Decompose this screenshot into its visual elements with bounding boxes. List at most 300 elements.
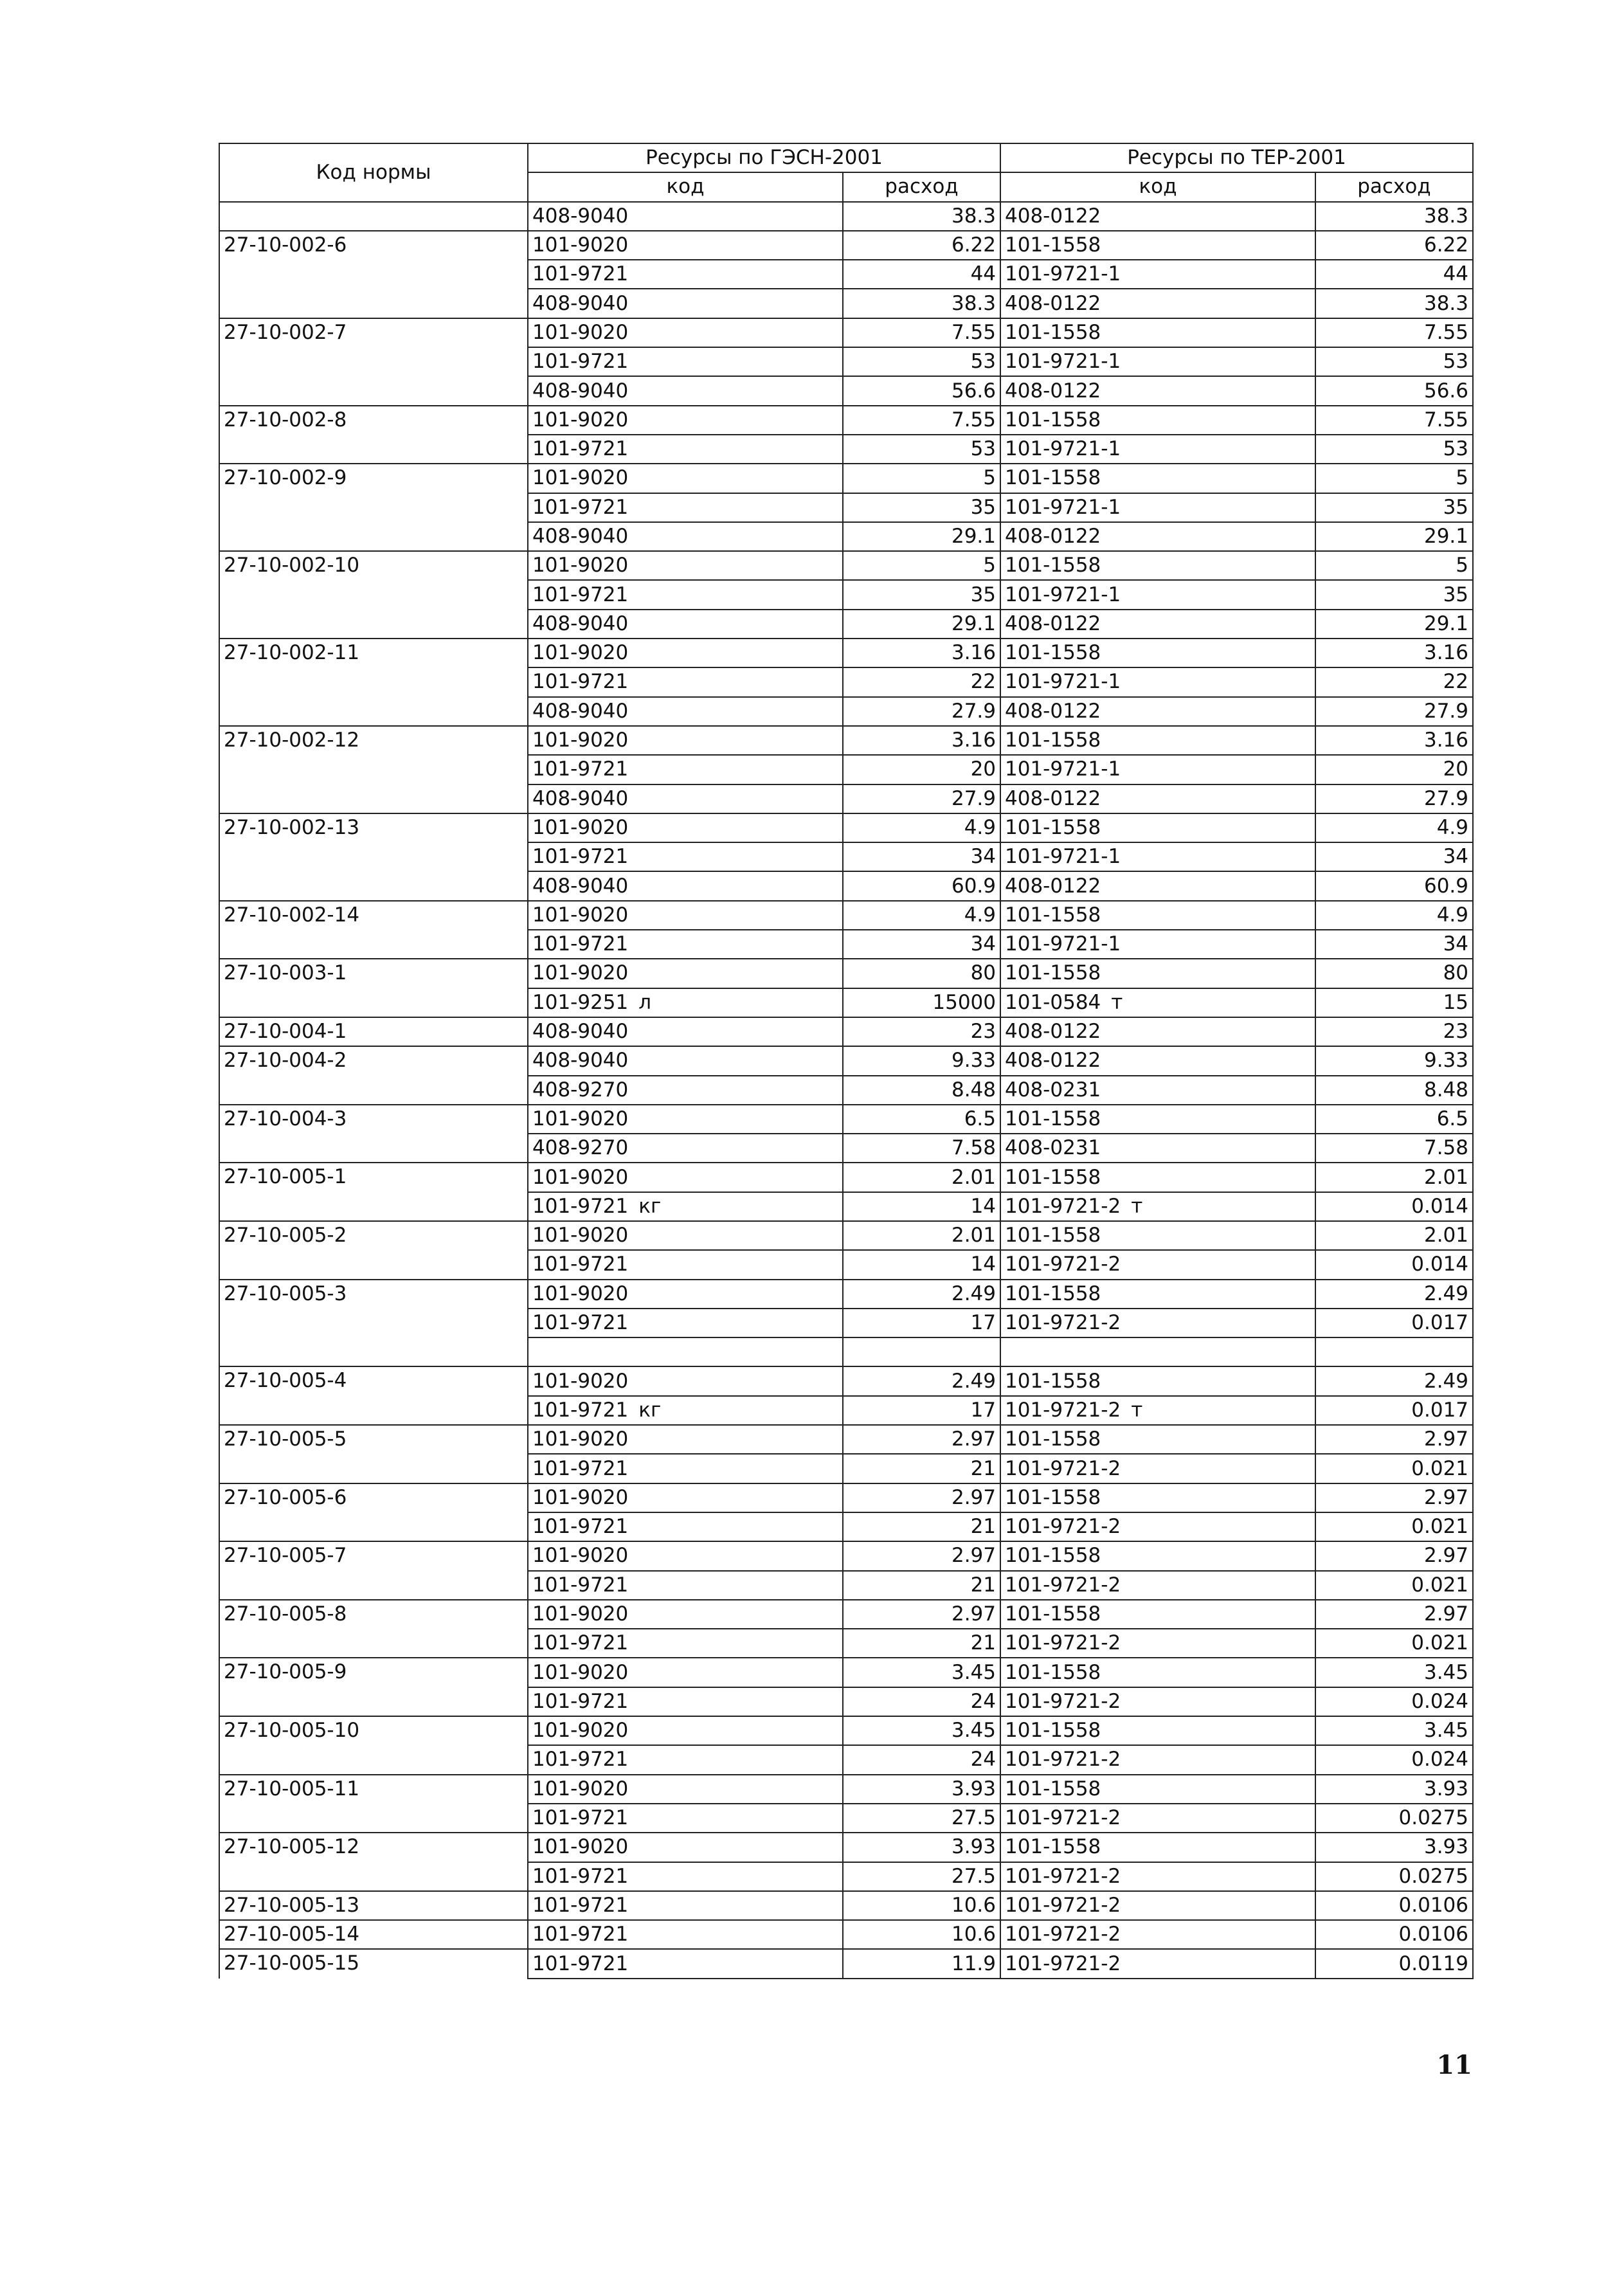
table-row	[219, 435, 1473, 464]
gesn-consumption-cell-text: 14	[970, 1194, 997, 1218]
norm-code-cell-text: 27-10-005-4	[224, 1369, 347, 1393]
table-row	[219, 726, 1473, 755]
ter-code-cell	[1000, 726, 1315, 755]
table-row	[219, 231, 1473, 260]
norm-code-cell-text: 27-10-002-9	[224, 466, 347, 490]
ter-consumption-cell-text: 22	[1443, 670, 1469, 694]
ter-code-cell-text: 101-1558	[1005, 1165, 1101, 1189]
gesn-consumption-cell	[843, 1192, 1000, 1221]
gesn-code-cell	[528, 610, 843, 639]
gesn-consumption-cell	[843, 1949, 1000, 1978]
ter-consumption-cell-text: 0.021	[1411, 1515, 1469, 1539]
ter-consumption-cell	[1315, 1163, 1473, 1192]
gesn-code-cell	[528, 1862, 843, 1891]
gesn-code-cell-text: 101-9721	[532, 437, 629, 461]
gesn-code-cell	[528, 667, 843, 696]
norm-code-cell	[219, 1192, 528, 1221]
gesn-consumption-cell-text: 29.1	[951, 612, 997, 635]
ter-code-cell-text: 101-9721-1	[1005, 932, 1121, 956]
norm-code-cell	[219, 1716, 528, 1745]
gesn-code-cell-unit: л	[638, 990, 652, 1014]
ter-consumption-cell	[1315, 901, 1473, 930]
table-row	[219, 406, 1473, 435]
gesn-code-cell-text: 101-9721	[532, 1893, 629, 1917]
ter-code-cell	[1000, 522, 1315, 551]
ter-code-cell-text: 101-1558	[1005, 1602, 1101, 1626]
table-row	[219, 1280, 1473, 1309]
norm-code-cell	[219, 376, 528, 405]
norm-code-cell	[219, 231, 528, 260]
gesn-consumption-cell-text: 3.45	[951, 1660, 997, 1684]
gesn-code-cell-text: 101-9721	[532, 757, 629, 781]
gesn-code-cell-text: 101-9020	[532, 1485, 629, 1509]
ter-code-cell-text: 101-0584	[1005, 990, 1101, 1014]
gesn-consumption-cell-text: 35	[970, 495, 997, 519]
gesn-code-cell-unit: кг	[638, 1194, 662, 1218]
ter-code-cell	[1000, 813, 1315, 842]
gesn-code-cell-text: 101-9020	[532, 961, 629, 985]
ter-consumption-cell	[1315, 1221, 1473, 1250]
gesn-code-cell-text: 101-9721	[532, 1952, 629, 1975]
gesn-code-cell	[528, 1366, 843, 1395]
norm-code-cell	[219, 1280, 528, 1309]
norm-code-cell	[219, 1366, 528, 1395]
table-row	[219, 1862, 1473, 1891]
ter-consumption-cell-text: 3.45	[1423, 1660, 1469, 1684]
gesn-code-cell	[528, 1804, 843, 1833]
ter-code-cell	[1000, 1512, 1315, 1541]
ter-consumption-cell	[1315, 959, 1473, 988]
gesn-consumption-cell	[843, 1745, 1000, 1774]
norm-code-cell	[219, 1076, 528, 1105]
norm-code-cell	[219, 784, 528, 813]
ter-consumption-cell	[1315, 231, 1473, 260]
ter-consumption-cell	[1315, 1280, 1473, 1309]
gesn-consumption-cell-text: 21	[970, 1515, 997, 1539]
gesn-consumption-cell-text: 7.58	[951, 1136, 997, 1160]
table-row	[219, 1949, 1473, 1978]
gesn-consumption-cell	[843, 551, 1000, 580]
gesn-consumption-cell-text: 38.3	[951, 204, 997, 228]
ter-consumption-cell-text: 0.0106	[1398, 1893, 1469, 1917]
ter-consumption-cell-text: 60.9	[1423, 874, 1469, 898]
table-row	[219, 667, 1473, 696]
table-row	[219, 376, 1473, 405]
ter-code-cell-text: 101-1558	[1005, 961, 1101, 985]
gesn-code-cell	[528, 1745, 843, 1774]
table-row	[219, 1512, 1473, 1541]
gesn-code-cell-text: 101-9721	[532, 1398, 629, 1422]
norm-code-cell	[219, 1745, 528, 1774]
ter-code-cell-text: 101-1558	[1005, 1719, 1101, 1743]
gesn-code-cell	[528, 1512, 843, 1541]
gesn-code-cell-text: 408-9040	[532, 1020, 629, 1044]
ter-consumption-cell	[1315, 639, 1473, 667]
table-row	[219, 1192, 1473, 1221]
gesn-consumption-cell	[843, 639, 1000, 667]
norm-code-cell	[219, 930, 528, 959]
gesn-code-cell-text: 101-9020	[532, 1602, 629, 1626]
gesn-consumption-cell	[843, 231, 1000, 260]
table-row	[219, 784, 1473, 813]
ter-code-cell-text: 101-9721-1	[1005, 583, 1121, 606]
gesn-code-cell	[528, 1571, 843, 1600]
ter-code-cell	[1000, 1483, 1315, 1512]
gesn-code-cell	[528, 871, 843, 900]
gesn-consumption-cell	[843, 1454, 1000, 1483]
gesn-code-cell	[528, 1134, 843, 1163]
ter-consumption-cell-text: 0.021	[1411, 1456, 1469, 1480]
ter-code-cell	[1000, 1920, 1315, 1949]
gesn-code-cell	[528, 318, 843, 347]
table-row	[219, 813, 1473, 842]
ter-consumption-cell-text: 2.97	[1423, 1602, 1469, 1626]
ter-consumption-cell-text: 0.021	[1411, 1573, 1469, 1597]
ter-consumption-cell-text: 7.58	[1423, 1136, 1469, 1160]
gesn-code-cell-text: 101-9020	[532, 1777, 629, 1800]
gesn-code-cell-text: 101-9721	[532, 932, 629, 956]
gesn-consumption-cell-text: 2.01	[951, 1165, 997, 1189]
ter-code-cell-text: 101-9721-2	[1005, 1923, 1121, 1946]
gesn-consumption-cell	[843, 260, 1000, 289]
resource-table	[219, 143, 1474, 1979]
ter-code-cell-text: 408-0231	[1005, 1136, 1101, 1160]
ter-consumption-cell	[1315, 580, 1473, 609]
gesn-consumption-cell	[843, 930, 1000, 959]
gesn-code-cell-text: 101-9020	[532, 554, 629, 577]
table-row	[219, 610, 1473, 639]
gesn-code-cell-text: 101-9020	[532, 1544, 629, 1568]
gesn-consumption-cell	[843, 376, 1000, 405]
gesn-consumption-cell	[843, 522, 1000, 551]
norm-code-cell-text: 27-10-005-5	[224, 1428, 347, 1451]
table-row	[219, 1105, 1473, 1134]
gesn-code-cell-text: 101-9721	[532, 1311, 629, 1335]
ter-code-cell	[1000, 376, 1315, 405]
norm-code-cell	[219, 901, 528, 930]
norm-code-cell	[219, 1687, 528, 1716]
gesn-code-cell-text: 101-9020	[532, 1428, 629, 1451]
gesn-consumption-cell-text: 7.55	[951, 408, 997, 431]
gesn-consumption-cell-text: 27.5	[951, 1806, 997, 1830]
gesn-consumption-cell	[843, 1541, 1000, 1570]
table-row	[219, 1600, 1473, 1629]
table-row	[219, 1745, 1473, 1774]
norm-code-cell-text: 27-10-005-1	[224, 1165, 347, 1189]
gesn-consumption-cell	[843, 1017, 1000, 1046]
gesn-code-cell	[528, 959, 843, 988]
gesn-code-cell	[528, 1687, 843, 1716]
gesn-code-cell	[528, 580, 843, 609]
gesn-consumption-cell	[843, 318, 1000, 347]
gesn-code-cell-text: 101-9020	[532, 1369, 629, 1393]
gesn-code-cell-text: 408-9040	[532, 291, 629, 315]
gesn-consumption-cell-text: 34	[970, 845, 997, 869]
ter-code-cell	[1000, 871, 1315, 900]
gesn-consumption-cell	[843, 1629, 1000, 1658]
ter-code-cell	[1000, 901, 1315, 930]
gesn-consumption-cell-text: 24	[970, 1748, 997, 1772]
gesn-code-cell-text: 101-9020	[532, 1719, 629, 1743]
ter-consumption-cell-text: 27.9	[1423, 786, 1469, 810]
ter-consumption-cell	[1315, 1337, 1473, 1366]
ter-code-cell	[1000, 202, 1315, 231]
ter-code-cell	[1000, 1629, 1315, 1658]
ter-code-cell-text: 408-0122	[1005, 612, 1101, 635]
norm-code-cell	[219, 522, 528, 551]
ter-consumption-cell-text: 0.017	[1411, 1398, 1469, 1422]
gesn-consumption-cell-text: 2.97	[951, 1602, 997, 1626]
header-ter-consumption: расход	[1315, 172, 1473, 201]
norm-code-cell	[219, 842, 528, 871]
gesn-consumption-cell-text: 6.22	[951, 233, 997, 257]
gesn-consumption-cell	[843, 1163, 1000, 1192]
ter-consumption-cell-text: 2.97	[1423, 1544, 1469, 1568]
table-row	[219, 347, 1473, 376]
ter-consumption-cell	[1315, 697, 1473, 726]
norm-code-cell	[219, 1775, 528, 1804]
ter-code-cell-text: 101-9721-2	[1005, 1311, 1121, 1335]
ter-consumption-cell	[1315, 1454, 1473, 1483]
gesn-consumption-cell-text: 3.93	[951, 1777, 997, 1800]
norm-code-cell-text: 27-10-004-3	[224, 1107, 347, 1130]
gesn-code-cell	[528, 697, 843, 726]
ter-consumption-cell-text: 56.6	[1423, 379, 1469, 403]
ter-consumption-cell	[1315, 726, 1473, 755]
norm-code-cell-text: 27-10-005-13	[224, 1893, 360, 1917]
ter-consumption-cell	[1315, 610, 1473, 639]
gesn-consumption-cell-text: 34	[970, 932, 997, 956]
gesn-consumption-cell	[843, 435, 1000, 464]
ter-code-cell	[1000, 551, 1315, 580]
gesn-consumption-cell	[843, 988, 1000, 1017]
gesn-code-cell	[528, 260, 843, 289]
norm-code-cell	[219, 726, 528, 755]
ter-consumption-cell-text: 0.0275	[1398, 1864, 1469, 1888]
gesn-consumption-cell-text: 27.5	[951, 1864, 997, 1888]
gesn-consumption-cell	[843, 202, 1000, 231]
gesn-code-cell-text: 408-9040	[532, 1049, 629, 1073]
ter-consumption-cell	[1315, 1541, 1473, 1570]
header-gesn-resources: Ресурсы по ГЭСН-2001	[528, 143, 1000, 172]
ter-consumption-cell-text: 0.024	[1411, 1748, 1469, 1772]
norm-code-cell	[219, 1920, 528, 1949]
norm-code-cell	[219, 347, 528, 376]
table-row	[219, 1076, 1473, 1105]
ter-code-cell	[1000, 1337, 1315, 1366]
norm-code-cell	[219, 639, 528, 667]
gesn-consumption-cell-text: 2.01	[951, 1224, 997, 1247]
norm-code-cell	[219, 551, 528, 580]
ter-consumption-cell-text: 2.97	[1423, 1428, 1469, 1451]
ter-consumption-cell	[1315, 1658, 1473, 1687]
gesn-code-cell	[528, 755, 843, 784]
gesn-consumption-cell	[843, 755, 1000, 784]
gesn-consumption-cell-text: 10.6	[951, 1923, 997, 1946]
ter-code-cell-text: 408-0122	[1005, 204, 1101, 228]
gesn-consumption-cell	[843, 580, 1000, 609]
ter-consumption-cell	[1315, 1512, 1473, 1541]
ter-code-cell	[1000, 988, 1315, 1017]
gesn-code-cell-text: 101-9020	[532, 320, 629, 344]
ter-code-cell-text: 408-0122	[1005, 379, 1101, 403]
ter-code-cell	[1000, 1775, 1315, 1804]
ter-consumption-cell	[1315, 376, 1473, 405]
ter-code-cell	[1000, 1163, 1315, 1192]
gesn-code-cell-text: 101-9020	[532, 233, 629, 257]
gesn-code-cell-text: 101-9721	[532, 1456, 629, 1480]
ter-code-cell-text: 101-1558	[1005, 641, 1101, 665]
ter-code-cell-text: 101-9721-2	[1005, 1573, 1121, 1597]
ter-consumption-cell-text: 3.93	[1423, 1835, 1469, 1859]
ter-code-cell-text: 101-1558	[1005, 1428, 1101, 1451]
gesn-consumption-cell	[843, 289, 1000, 318]
gesn-code-cell-text: 101-9020	[532, 1282, 629, 1305]
table-row	[219, 1775, 1473, 1804]
ter-code-cell-text: 101-9721-2	[1005, 1689, 1121, 1713]
gesn-code-cell	[528, 930, 843, 959]
gesn-consumption-cell-text: 3.93	[951, 1835, 997, 1859]
ter-consumption-cell-text: 0.0275	[1398, 1806, 1469, 1830]
ter-code-cell-text: 101-1558	[1005, 1282, 1101, 1305]
ter-code-cell	[1000, 1221, 1315, 1250]
norm-code-cell-text: 27-10-003-1	[224, 961, 347, 985]
table-row	[219, 1920, 1473, 1949]
ter-consumption-cell	[1315, 1046, 1473, 1075]
header-norm-code: Код нормы	[219, 143, 528, 202]
norm-code-cell	[219, 1512, 528, 1541]
ter-consumption-cell	[1315, 202, 1473, 231]
gesn-code-cell	[528, 1046, 843, 1075]
gesn-code-cell-text: 101-9020	[532, 1835, 629, 1859]
ter-code-cell-text: 101-9721-1	[1005, 437, 1121, 461]
ter-consumption-cell-text: 3.16	[1423, 641, 1469, 665]
ter-consumption-cell	[1315, 1483, 1473, 1512]
gesn-code-cell-text: 408-9040	[532, 525, 629, 548]
norm-code-cell-text: 27-10-002-6	[224, 233, 347, 257]
norm-code-cell-text: 27-10-005-2	[224, 1223, 347, 1247]
norm-code-cell	[219, 988, 528, 1017]
gesn-code-cell-text: 101-9721	[532, 670, 629, 694]
gesn-consumption-cell	[843, 784, 1000, 813]
table-row	[219, 1017, 1473, 1046]
gesn-consumption-cell-text: 80	[970, 961, 997, 985]
ter-consumption-cell-text: 5	[1456, 466, 1469, 490]
ter-code-cell	[1000, 1833, 1315, 1862]
ter-code-cell	[1000, 1076, 1315, 1105]
gesn-consumption-cell	[843, 464, 1000, 493]
gesn-consumption-cell	[843, 406, 1000, 435]
table-row	[219, 1221, 1473, 1250]
gesn-consumption-cell	[843, 1221, 1000, 1250]
gesn-code-cell	[528, 1600, 843, 1629]
ter-consumption-cell-text: 38.3	[1423, 204, 1469, 228]
gesn-consumption-cell	[843, 1804, 1000, 1833]
ter-code-cell	[1000, 1425, 1315, 1454]
gesn-code-cell-text: 101-9721	[532, 1573, 629, 1597]
table-row	[219, 930, 1473, 959]
norm-code-cell	[219, 1629, 528, 1658]
gesn-code-cell	[528, 493, 843, 522]
table-row	[219, 1716, 1473, 1745]
ter-code-cell	[1000, 1105, 1315, 1134]
ter-code-cell	[1000, 1658, 1315, 1687]
gesn-consumption-cell	[843, 842, 1000, 871]
gesn-code-cell-text: 408-9040	[532, 874, 629, 898]
ter-consumption-cell-text: 4.9	[1436, 903, 1469, 927]
gesn-consumption-cell	[843, 1396, 1000, 1425]
table-row	[219, 1366, 1473, 1395]
gesn-code-cell-text: 101-9721	[532, 1864, 629, 1888]
norm-code-cell	[219, 1337, 528, 1366]
gesn-code-cell	[528, 1163, 843, 1192]
gesn-code-cell-text: 101-9251	[532, 990, 629, 1014]
gesn-code-cell	[528, 1716, 843, 1745]
table-row	[219, 1163, 1473, 1192]
gesn-consumption-cell	[843, 1134, 1000, 1163]
ter-code-cell	[1000, 1571, 1315, 1600]
norm-code-cell	[219, 1862, 528, 1891]
ter-consumption-cell	[1315, 1775, 1473, 1804]
gesn-consumption-cell-text: 5	[983, 554, 997, 577]
norm-code-cell	[219, 755, 528, 784]
gesn-code-cell	[528, 376, 843, 405]
ter-consumption-cell-text: 20	[1443, 757, 1469, 781]
ter-code-cell-text: 101-9721-2	[1005, 1864, 1121, 1888]
norm-code-cell-text: 27-10-002-11	[224, 641, 360, 665]
gesn-code-cell	[528, 1541, 843, 1570]
gesn-code-cell-text: 101-9721	[532, 845, 629, 869]
ter-code-cell	[1000, 493, 1315, 522]
gesn-code-cell	[528, 202, 843, 231]
ter-consumption-cell	[1315, 1366, 1473, 1395]
gesn-consumption-cell	[843, 1076, 1000, 1105]
ter-code-cell	[1000, 1396, 1315, 1425]
norm-code-cell	[219, 202, 528, 231]
gesn-consumption-cell	[843, 493, 1000, 522]
header-gesn-consumption: расход	[843, 172, 1000, 201]
gesn-consumption-cell-text: 2.97	[951, 1544, 997, 1568]
gesn-code-cell-text: 101-9020	[532, 408, 629, 431]
ter-code-cell-unit: т	[1111, 990, 1123, 1014]
norm-code-cell	[219, 1105, 528, 1134]
norm-code-cell	[219, 1046, 528, 1075]
gesn-consumption-cell-text: 53	[970, 437, 997, 461]
table-row	[219, 959, 1473, 988]
gesn-consumption-cell	[843, 1337, 1000, 1366]
gesn-consumption-cell	[843, 901, 1000, 930]
gesn-consumption-cell	[843, 726, 1000, 755]
gesn-consumption-cell	[843, 1309, 1000, 1337]
ter-code-cell-text: 101-9721-2	[1005, 1748, 1121, 1772]
gesn-code-cell	[528, 1280, 843, 1309]
ter-code-cell	[1000, 1541, 1315, 1570]
table-row	[219, 1541, 1473, 1570]
table-row	[219, 260, 1473, 289]
ter-code-cell-text: 101-9721-2	[1005, 1893, 1121, 1917]
table-row	[219, 1571, 1473, 1600]
ter-code-cell-text: 101-1558	[1005, 1485, 1101, 1509]
ter-consumption-cell	[1315, 1571, 1473, 1600]
ter-code-cell	[1000, 755, 1315, 784]
gesn-code-cell	[528, 522, 843, 551]
ter-consumption-cell-text: 5	[1456, 554, 1469, 577]
ter-consumption-cell-text: 2.49	[1423, 1282, 1469, 1305]
gesn-consumption-cell-text: 21	[970, 1631, 997, 1655]
gesn-code-cell	[528, 551, 843, 580]
ter-code-cell	[1000, 1454, 1315, 1483]
ter-consumption-cell	[1315, 1629, 1473, 1658]
